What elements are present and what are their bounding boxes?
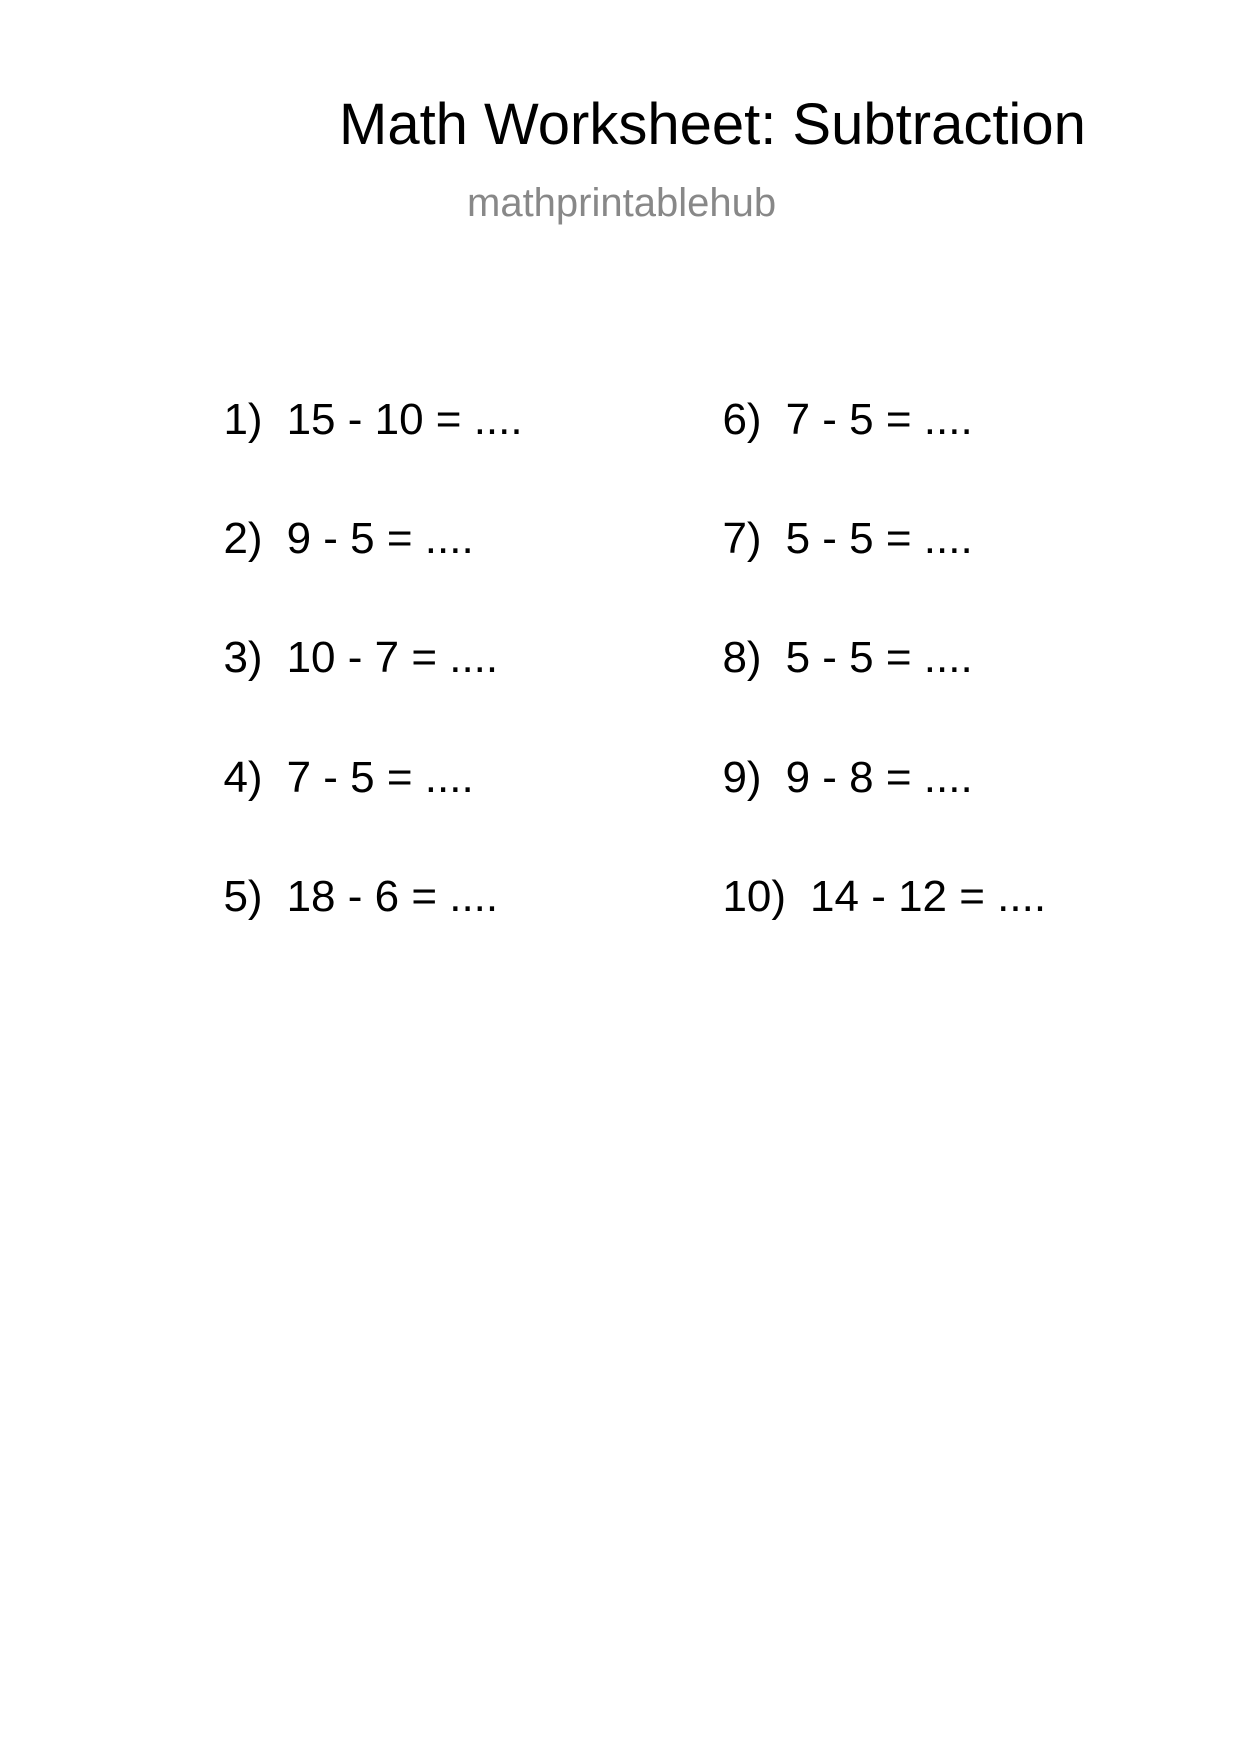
problem-number: 3) xyxy=(223,633,263,682)
problem-item xyxy=(199,592,498,680)
problem-item xyxy=(199,712,474,800)
problem-item xyxy=(199,831,498,919)
problem-item xyxy=(698,473,973,561)
problem-number: 8) xyxy=(722,633,762,682)
problem-expression: 15 - 10 = .... xyxy=(286,395,523,444)
problem-number: 2) xyxy=(223,514,263,563)
problem-item xyxy=(199,473,474,561)
problem-number: 6) xyxy=(722,395,762,444)
problem-item xyxy=(698,831,1046,919)
problem-number: 4) xyxy=(223,753,263,802)
problem-number: 9) xyxy=(722,753,762,802)
problem-expression: 7 - 5 = .... xyxy=(286,753,474,802)
problem-expression: 9 - 8 = .... xyxy=(785,753,973,802)
problem-number: 10) xyxy=(722,872,787,921)
problem-expression: 9 - 5 = .... xyxy=(286,514,474,563)
problem-number: 5) xyxy=(223,872,263,921)
problem-expression: 14 - 12 = .... xyxy=(810,872,1047,921)
problem-expression: 5 - 5 = .... xyxy=(785,514,973,563)
problem-number: 7) xyxy=(722,514,762,563)
page-subtitle: mathprintablehub xyxy=(467,181,777,225)
problem-expression: 7 - 5 = .... xyxy=(785,395,973,444)
problem-expression: 10 - 7 = .... xyxy=(286,633,499,682)
problem-expression: 18 - 6 = .... xyxy=(286,872,499,921)
problem-item xyxy=(199,354,523,442)
problem-expression: 5 - 5 = .... xyxy=(785,633,973,682)
problem-item xyxy=(698,712,973,800)
problem-item xyxy=(698,354,973,442)
problem-item xyxy=(698,592,973,680)
problem-number: 1) xyxy=(223,395,263,444)
page-title: Math Worksheet: Subtraction xyxy=(339,92,1086,157)
